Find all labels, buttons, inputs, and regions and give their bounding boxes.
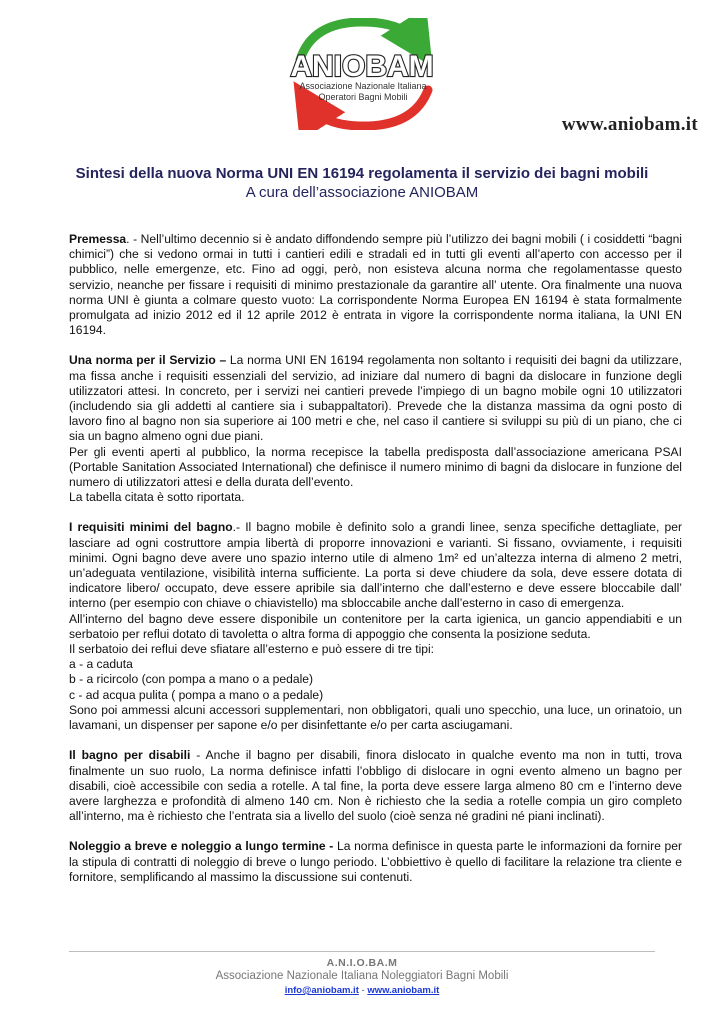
svg-text:Operatori Bagni Mobili: Operatori Bagni Mobili — [318, 92, 408, 102]
paragraph-disabili: Il bagno per disabili - Anche il bagno per disabili, finora dislocato in qualche evento ma non in tutti, trova finalmente un suo ruolo, La norma definisce infatti l’obbligo di dislocare in ogni evento almeno un bagno per disabili, cioè accessibile con sedia a rotelle. A tal fine, la porta deve essere larga almeno 80 cm e l’interno deve avere larghezza e profondità di almeno 140 cm. Non è richiesto che la sedia a rotelle compia un giro completo all’interno, ma è richiesto che l’entrata sia a livello del suolo (cioè senza né gradini né piani inclinati). — [69, 748, 683, 824]
svg-text:Associazione Nazionale Italian: Associazione Nazionale Italiana — [299, 81, 427, 91]
list-item: a - a caduta — [69, 657, 133, 672]
paragraph-noleggio: Noleggio a breve e noleggio a lungo termine - La norma definisce in questa parte le informazioni da fornire per la stipula di contratti di noleggio di breve o lungo periodo. L’obbiettivo è quello di facilitare la relazione tra cliente e fornitore, semplificando al massimo la discussione sui contenuti. — [69, 839, 682, 884]
svg-text:ANIOBAM: ANIOBAM — [290, 50, 434, 83]
heading-servizio: Una norma per il Servizio – — [69, 353, 227, 368]
footer-links: info@aniobam.it - www.aniobam.it — [284, 985, 440, 996]
heading-premessa: Premessa — [69, 232, 127, 246]
paragraph-serbatoio: Il serbatoio dei reflui deve sfiatare all’esterno e può essere di tre tipi: — [69, 642, 435, 657]
footer-acronym: A.N.I.O.BA.M — [326, 957, 398, 969]
paragraph-premessa: Premessa. - Nell’ultimo decennio si è andato diffondendo sempre più l’utilizzo dei bagni mobili ( i cosiddetti “bagni chimici”) che si vedono ormai in tutti i cantieri edili e stradali ed in tutti gli eventi all’aperto con accesso per il pubblico, nelle emergenze, etc. Fino ad oggi, però, non esisteva alcuna norma che regolamentasse questo servizio, neanche per fissare i requisiti di minimo prestazionale da garantire all’ utente. Ora finalmente una nuova norma UNI è giunta a colmare questo vuoto: La corrispondente Norma Europea EN 16194 è stata formalmente promulgata ad inizio 2012 ed il 12 aprile 2012 è entrata in vigore la corrispondente norma italiana, la UNI EN 16194. — [69, 232, 682, 338]
list-item: b - a ricircolo (con pompa a mano o a pedale) — [69, 672, 314, 687]
document-title: Sintesi della nuova Norma UNI EN 16194 regolamenta il servizio dei bagni mobili — [75, 165, 649, 182]
paragraph-requisiti: I requisiti minimi del bagno.- Il bagno mobile è definito solo a grandi linee, senza specifiche dettagliate, per lasciare ad ogni costruttore ampia libertà di proporre innovazioni e varianti. Si fissano, ovviamente, i requisiti minimi. Ogni bagno deve avere uno spazio interno utile di almeno 1m² ed un’altezza interna di almeno 2 metri, un’adeguata ventilazione, visibilità interna sufficiente. La porta si deve chiudere da sola, deve essere dotata di indicatore libero/ occupato, deve essere apribile sia dall’interno che dall’esterno e deve essere bloccabile dall’ interno (per esempio con chiave o chiavistello) ma sbloccabile anche dall’esterno in caso di emergenza. — [69, 520, 682, 611]
paragraph-interno: All’interno del bagno deve essere disponibile un contenitore per la carta igienica, un gancio appendiabiti e un serbatoio per reflui dotato di tavoletta o altra forma di appoggio che consenta la posizione seduta. — [69, 611, 682, 641]
footer-org-name: Associazione Nazionale Italiana Noleggiatori Bagni Mobili — [215, 970, 509, 982]
heading-noleggio: Noleggio a breve e noleggio a lungo termine - — [69, 839, 334, 854]
aniobam-logo — [282, 18, 442, 130]
document-body — [69, 232, 682, 885]
footer-divider — [69, 951, 655, 952]
website-link[interactable]: www.aniobam.it — [367, 985, 440, 996]
document-subtitle: A cura dell’associazione ANIOBAM — [245, 184, 479, 201]
email-link[interactable]: info@aniobam.it — [284, 985, 359, 996]
header-website[interactable]: www.aniobam.it — [561, 114, 698, 135]
paragraph-accessori: Sono poi ammessi alcuni accessori supplementari, non obbligatori, quali uno specchio, una luce, un orinatoio, un lavamani, un dispenser per sapone e/o per disinfettante e/o per carta asciugamani. — [69, 702, 682, 733]
paragraph-servizio: Una norma per il Servizio – La norma UNI EN 16194 regolamenta non soltanto i requisiti dei bagni da utilizzare, ma fissa anche i requisiti essenziali del servizio, ad iniziare dal numero di bagni da dislocare in funzione degli utilizzatori attesi. In concreto, per i servizi nei cantieri prevede l’impiego di un bagno mobile ogni 10 utilizzatori (includendo sia gli addetti al cantiere sia i subappaltatori). Prevede che la distanza massima da ogni posto di lavoro fino al bagno non sia superiore ai 100 metri e che, nel caso il cantiere si sviluppi su più di un piano, che ci sia un bagno almeno ogni due piani. — [69, 353, 682, 444]
paragraph-eventi: Per gli eventi aperti al pubblico, la norma recepisce la tabella predisposta dall’associazione americana PSAI (Portable Sanitation Associated International) che definisce il numero minimo di bagni da dislocare in funzione del numero di utilizzatori attesi e della durata dell’evento. — [69, 444, 682, 490]
list-item: c - ad acqua pulita ( pompa a mano o a pedale) — [69, 687, 324, 702]
heading-requisiti: I requisiti minimi del bagno — [69, 520, 233, 535]
heading-disabili: Il bagno per disabili — [69, 748, 191, 763]
paragraph-tabella: La tabella citata è sotto riportata. — [69, 490, 245, 505]
